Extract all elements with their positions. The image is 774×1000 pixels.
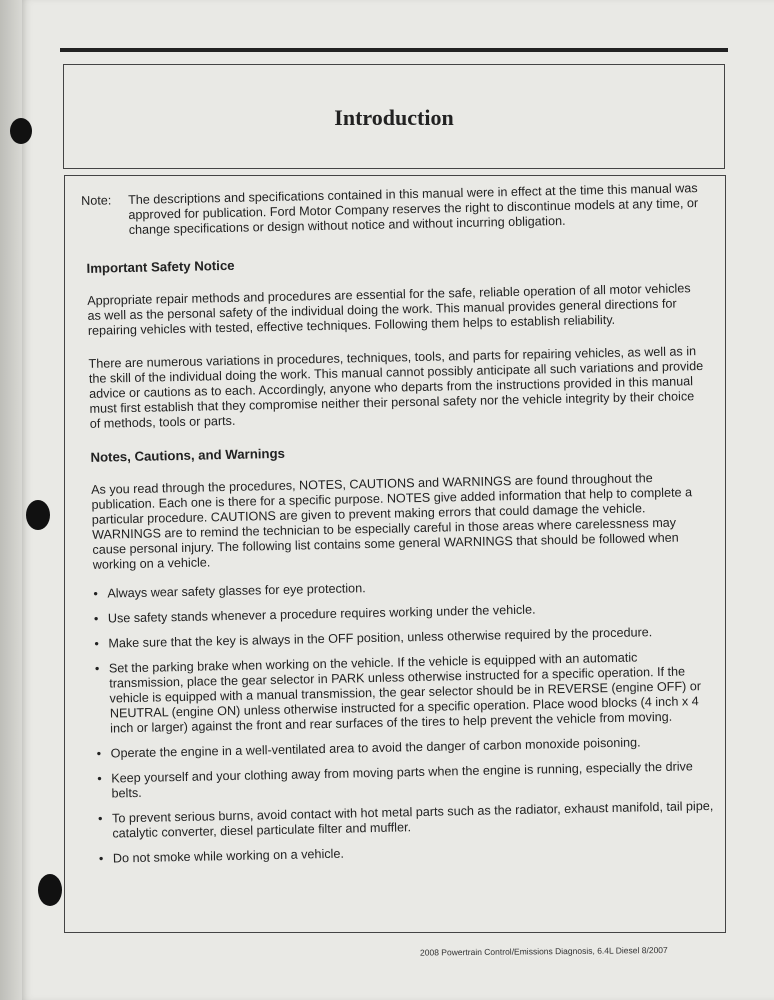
warning-item: • To prevent serious burns, avoid contact with hot metal parts such as the radiator, exhaust manifold, tail pipe, catalytic converter, diesel particulate filter and muffler. [98,799,714,842]
safety-paragraph: Appropriate repair methods and procedures are essential for the safe, reliable operation of all motor vehicles as well as the personal safety of the individual doing the work. This manual provides general directions for repairing vehicles with tested, effective techniques. Following them helps to establish reliability. [87,281,691,338]
warning-item: • Always wear safety glasses for eye protection. [93,574,709,602]
warning-item: • Use safety stands whenever a procedure requires working under the vehicle. [94,599,710,627]
note-block [81,181,702,239]
binder-hole [10,118,32,144]
safety-paragraph: There are numerous variations in procedures, techniques, tools, and parts for repairing vehicles, as well as in the skill of the individual doing the work. This manual cannot possibly anticipate all such variations and provide advice or cautions as to each. Accordingly, anyone who departs from the instructions provided in this manual must first establish that they compromise neither their personal safety nor the vehicle integrity by their choice of methods, tools or parts. [88,344,704,431]
warning-item: • Set the parking brake when working on the vehicle. If the vehicle is equipped with an automatic transmission, place the gear selector in PARK unless otherwise instructed for a specific operation. If the vehicle is equipped with a manual transmission, the gear selector should be in REVERSE (engine OFF) or NEUTRAL (engine ON) unless otherwise instructed for a specific operation. Place wood blocks (4 inch x 4 inch or larger) against the front and rear surfaces of the tires to help prevent the vehicle from moving. [95,649,712,737]
note-label: Note: [81,193,112,208]
warning-item: • Operate the engine in a well-ventilated area to avoid the danger of carbon monoxide poisoning. [97,734,713,762]
warnings-list [89,574,715,867]
note-text: The descriptions and specifications contained in this manual were in effect at the time this manual was approved for publication. Ford Motor Company reserves the right to discontinue models at any time, or change specifications or design without notice and without incurring obligation. [127,181,699,238]
content-body [81,181,715,877]
page-title: Introduction [334,105,454,130]
warning-item: • Make sure that the key is always in the OFF position, unless otherwise required by the procedure. [94,624,710,652]
warnings-heading: Notes, Cautions, and Warnings [90,445,286,465]
warning-item: • Do not smoke while working on a vehicle. [99,839,715,867]
warnings-intro: As you read through the procedures, NOTES, CAUTIONS and WARNINGS are found throughout the publication. Each one is there for a specific purpose. NOTES give added information that help to complete a particular procedure. CAUTIONS are given to prevent making errors that could damage the vehicle. WARNINGS are to remind the technician to be especially careful in those areas where carelessness may cause personal injury. The following list contains some general WARNINGS that should be followed when working on a vehicle. [91,471,693,572]
page-footer: 2008 Powertrain Control/Emissions Diagnosis, 6.4L Diesel 8/2007 [419,944,668,958]
binder-edge [0,0,22,1000]
title-box [63,64,725,169]
binder-hole [38,874,62,906]
safety-heading: Important Safety Notice [86,257,235,276]
header-rule [60,48,728,52]
binder-hole [26,500,50,530]
content-box [64,175,726,933]
warning-item: • Keep yourself and your clothing away from moving parts when the engine is running, especially the drive belts. [97,759,713,802]
